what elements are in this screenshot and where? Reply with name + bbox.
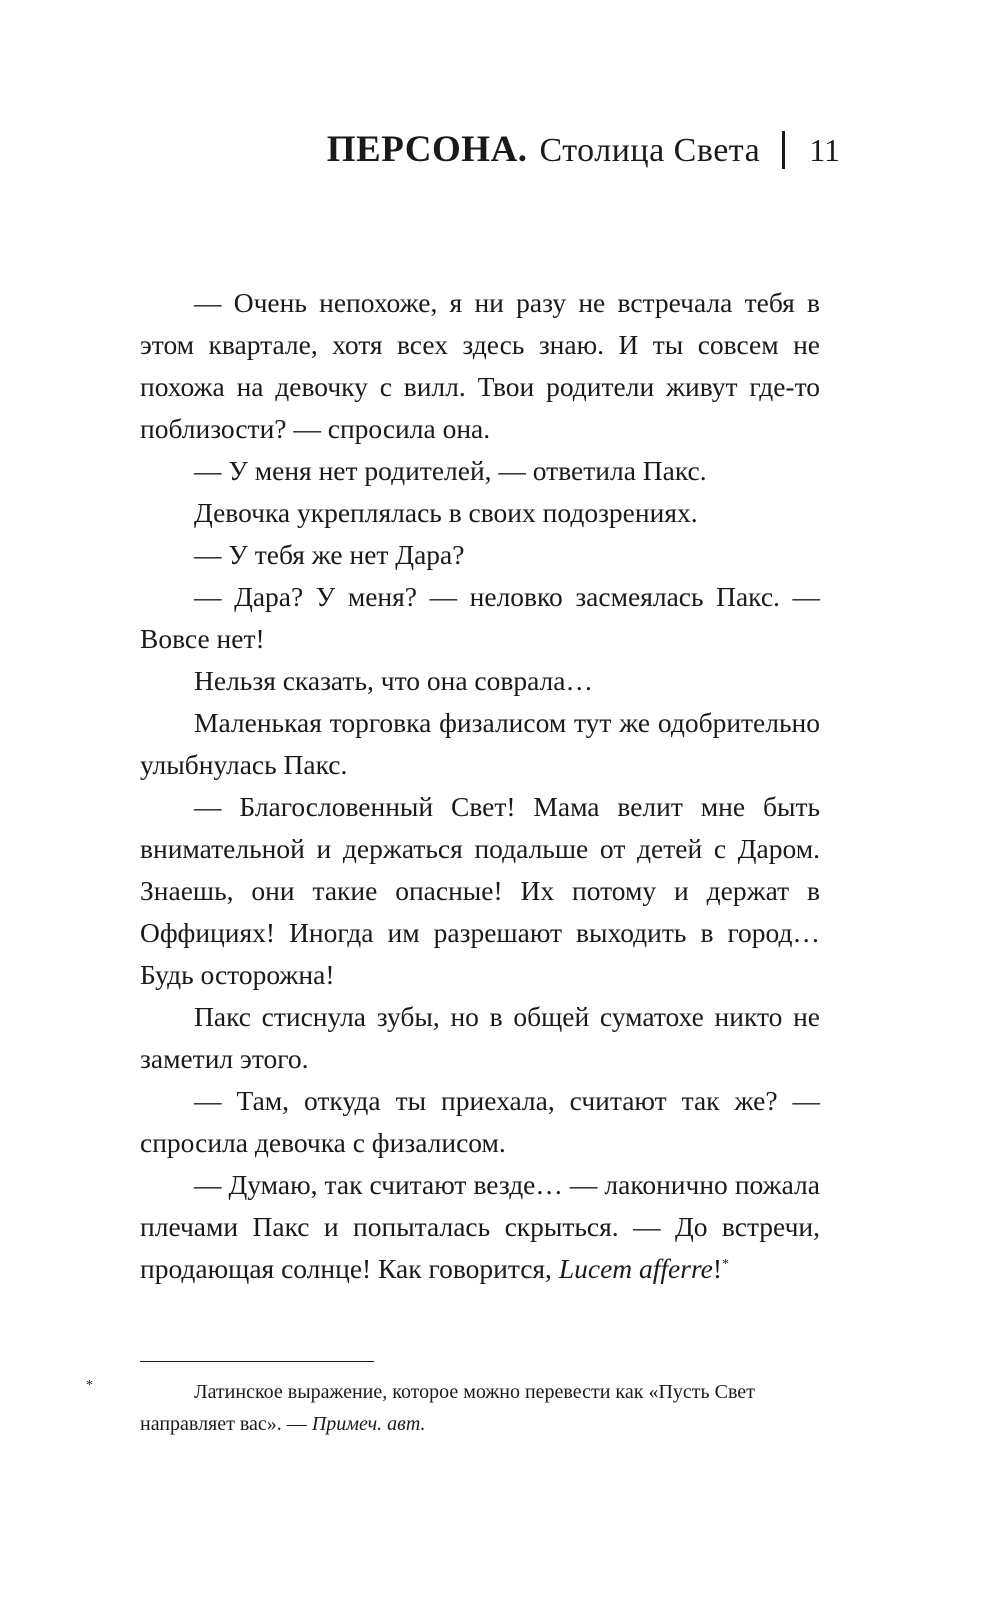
footnote-text: Латинское выражение, которое можно перевести как «Пусть Свет направляет вас». — xyxy=(140,1381,755,1435)
paragraph: Маленькая торговка физалисом тут же одобрительно улыбнулась Пакс. xyxy=(140,707,820,780)
paragraph: — Там, откуда ты приехала, считают так же? — спросила девочка с физалисом. xyxy=(140,1085,820,1158)
book-subtitle: Столица Света xyxy=(539,132,761,169)
book-title: ПЕРСОНА. xyxy=(326,129,528,170)
paragraph: Нельзя сказать, что она соврала… xyxy=(194,665,593,696)
page-number: 11 xyxy=(809,132,840,168)
footnote-author-note: Примеч. авт. xyxy=(311,1413,426,1435)
running-header xyxy=(327,128,840,171)
footnote-divider xyxy=(140,1361,374,1362)
paragraph-last-text: — Думаю, так считают везде… — лаконично пожала плечами Пакс и попыталась скрыться. — До встречи, продающая солнце! Как говорится, xyxy=(140,1169,820,1284)
paragraph: — У тебя же нет Дара? xyxy=(194,539,465,570)
footnote xyxy=(86,1376,820,1440)
exclamation: ! xyxy=(712,1253,723,1284)
paragraph: Девочка укреплялась в своих подозрениях. xyxy=(194,497,698,528)
footnote-text-block xyxy=(86,1376,820,1440)
paragraph-last xyxy=(140,1164,820,1290)
header-divider xyxy=(782,131,785,169)
paragraph: Пакс стиснула зубы, но в общей суматохе никто не заметил этого. xyxy=(140,1001,820,1074)
paragraph: — Дара? У меня? — неловко засмеялась Пакс. — Вовсе нет! xyxy=(140,581,820,654)
footnote-mark: * xyxy=(86,1378,93,1393)
footnote-reference[interactable]: * xyxy=(722,1256,730,1272)
paragraph: — Благословенный Свет! Мама велит мне быть внимательной и держаться подальше от детей с Даром. Знаешь, они такие опасные! Их потому и держат в Оффициях! Иногда им разрешают выходить в город… Будь осторожна! xyxy=(140,791,820,990)
latin-phrase: Lucem afferre xyxy=(558,1253,713,1284)
paragraph: — Очень непохоже, я ни разу не встречала тебя в этом квартале, хотя всех здесь знаю. И ты совсем не похожа на девочку с вилл. Твои родители живут где-то поблизости? — спросила она. xyxy=(140,287,820,444)
body-text xyxy=(140,282,820,1290)
paragraph: — У меня нет родителей, — ответила Пакс. xyxy=(194,455,707,486)
